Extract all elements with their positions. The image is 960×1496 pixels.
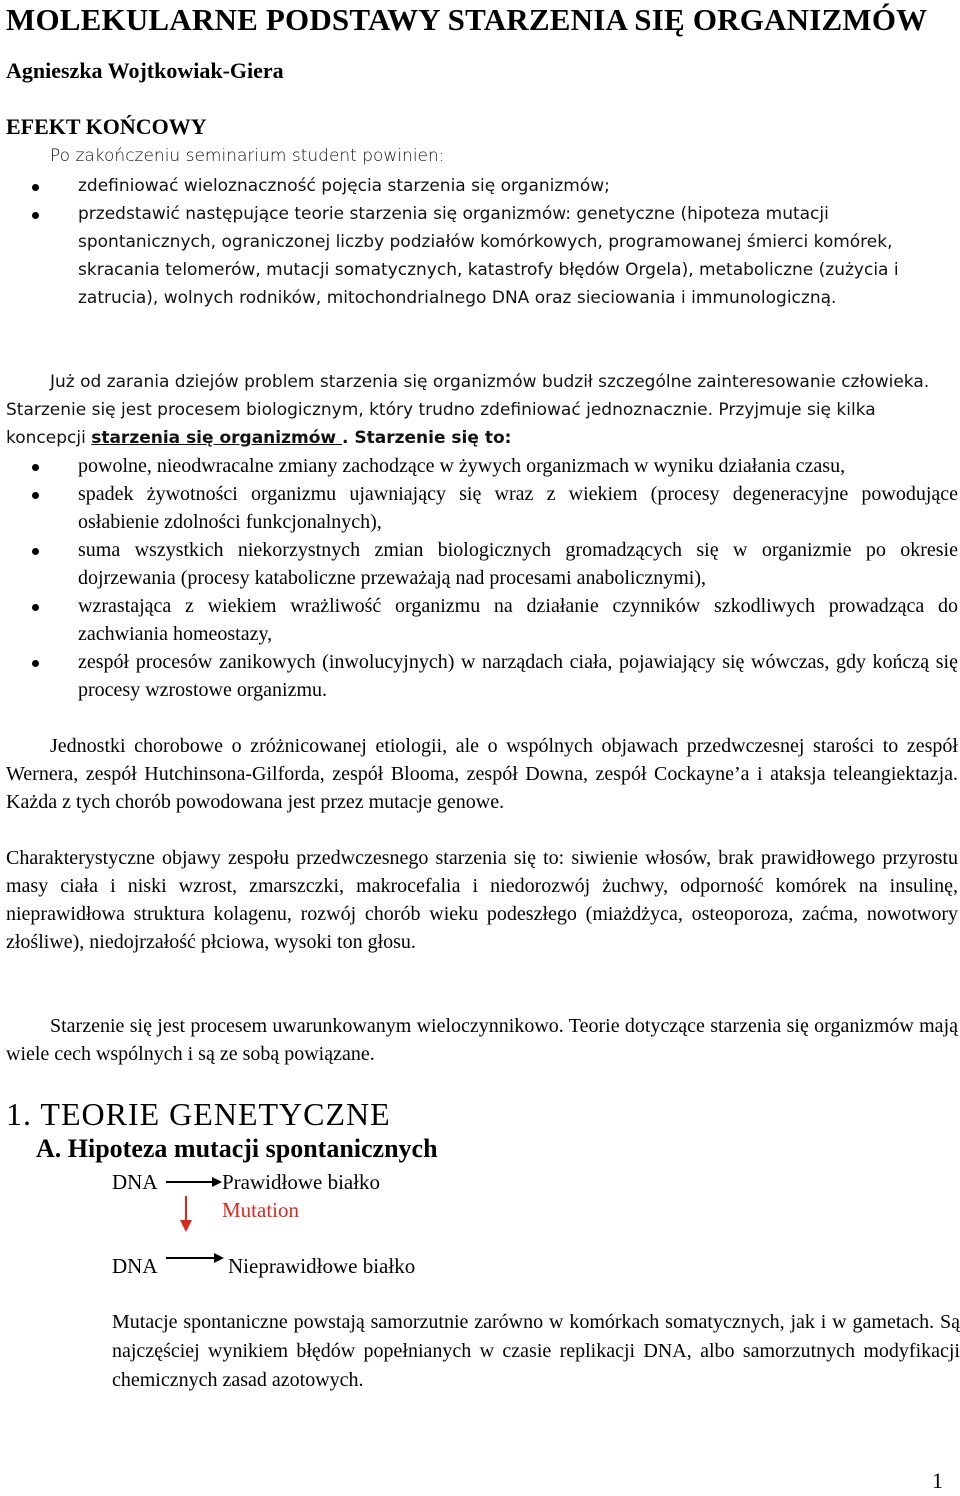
- page-number: 1: [932, 1468, 943, 1493]
- document-title: MOLEKULARNE PODSTAWY STARZENIA SIĘ ORGANIZMÓW: [6, 2, 928, 37]
- definition-lead: Starzenie się to:: [348, 428, 512, 448]
- bullet-icon: [32, 492, 39, 499]
- author-name: Agnieszka Wojtkowiak-Giera: [6, 58, 284, 83]
- paragraph-dot: .: [342, 428, 349, 448]
- bullet-icon: [32, 660, 39, 667]
- arrow-right-top-icon: [166, 1177, 222, 1187]
- diseases-paragraph: Jednostki chorobowe o zróżnicowanej etiologii, ale o wspólnych objawach przedwczesnej starości to zespół Wernera, zespół Hutchinsona-Gilforda, zespół Blooma, zespół Downa, zespół Cockayne’a i ataksja teleangiektazja. Każda z tych chorób powodowana jest przez mutacje genowe.: [6, 735, 958, 813]
- list-item-text: suma wszystkich niekorzystnych zmian biologicznych gromadzących się w organizmie po okresie dojrzewania (procesy kataboliczne przeważają nad procesami anabolicznymi),: [78, 539, 958, 589]
- bullet-icon: [32, 548, 39, 555]
- multifactor-paragraph: Starzenie się jest procesem uwarunkowanym wieloczynnikowo. Teorie dotyczące starzenia się organizmów mają wiele cech wspólnych i są ze sobą powiązane.: [6, 1015, 958, 1065]
- diagram-arrows: [160, 1172, 230, 1272]
- paragraph-text: Już od zarania dziejów problem starzenia się organizmów budził szczególne zainteresowanie człowieka. Starzenie się jest procesem biologicznym, który trudno zdefiniować jednoznacznie. Przyjmuje się kilka koncepcji: [6, 372, 930, 448]
- bullet-icon: [32, 604, 39, 611]
- outcome-intro: Po zakończeniu seminarium student powinien:: [50, 146, 445, 166]
- list-item: [6, 592, 958, 648]
- list-item: [6, 648, 958, 704]
- list-item-text: wzrastająca z wiekiem wrażliwość organizmu na działanie czynników szkodliwych prowadząca do zachwiania homeostazy,: [78, 595, 958, 645]
- underlined-term: starzenia się organizmów: [91, 428, 343, 448]
- diagram-dna-bottom: DNA: [112, 1254, 158, 1278]
- list-item: [6, 536, 958, 592]
- list-item-text: przedstawić następujące teorie starzenia się organizmów: genetyczne (hipoteza mutacji spontanicznych, ograniczonej liczby podziałów komórkowych, programowanej śmierci komórek, skracania telomerów, mutacji somatycznych, katastrofy błędów Orgela), metaboliczne (zużycia i zatrucia), wolnych rodników, mitochondrialnego DNA oraz sieciowania i immunologiczną.: [78, 204, 899, 308]
- intro-paragraph: [6, 368, 956, 452]
- bullet-icon: [32, 184, 39, 191]
- list-item-text: spadek żywotności organizmu ujawniający się wraz z wiekiem (procesy degeneracyjne powodujące osłabienie zdolności funkcjonalnych),: [78, 483, 958, 533]
- definition-list: [6, 452, 958, 704]
- diagram-protein-normal: Prawidłowe białko: [222, 1170, 381, 1194]
- list-item: [6, 480, 958, 536]
- outcome-heading: EFEKT KOŃCOWY: [6, 114, 207, 139]
- bullet-icon: [32, 464, 39, 471]
- arrow-right-bottom-icon: [166, 1253, 224, 1263]
- list-item: [6, 452, 958, 480]
- section-heading: 1. TEORIE GENETYCZNE: [6, 1096, 391, 1132]
- arrow-down-red-icon: [180, 1196, 192, 1232]
- symptoms-paragraph: Charakterystyczne objawy zespołu przedwczesnego starzenia się to: siwienie włosów, brak prawidłowego przyrostu masy ciała i niski wzrost, zmarszczki, makrocefalia i niedorozwój żuchwy, odporność komórek na insulinę, nieprawidłowa struktura kolagenu, rozwój chorób wieku podeszłego (miażdżyca, osteoporoza, zaćma, nowotwory złośliwe), niedojrzałość płciowa, wysoki ton głosu.: [6, 847, 958, 953]
- list-item: [6, 200, 954, 312]
- spontaneous-mutation-paragraph: Mutacje spontaniczne powstają samorzutnie zarówno w komórkach somatycznych, jak i w gametach. Są najczęściej wynikiem błędów popełnianych w czasie replikacji DNA, albo samorzutnych modyfikacji chemicznych zasad azotowych.: [112, 1311, 960, 1391]
- subsection-heading: A. Hipoteza mutacji spontanicznych: [36, 1134, 438, 1163]
- diagram-dna-top: DNA: [112, 1170, 158, 1194]
- list-item-text: powolne, nieodwracalne zmiany zachodzące w żywych organizmach w wyniku działania czasu,: [78, 455, 846, 477]
- diagram-protein-abnormal: Nieprawidłowe białko: [228, 1254, 416, 1278]
- list-item-text: zespół procesów zanikowych (inwolucyjnych) w narządach ciała, pojawiający się wówczas, gdy kończą się procesy wzrostowe organizmu.: [78, 651, 958, 701]
- bullet-icon: [32, 212, 39, 219]
- diagram-mutation-label: Mutation: [222, 1198, 299, 1222]
- list-item-text: zdefiniować wieloznaczność pojęcia starzenia się organizmów;: [78, 176, 610, 196]
- list-item: [6, 172, 954, 200]
- outcome-list: [6, 172, 954, 312]
